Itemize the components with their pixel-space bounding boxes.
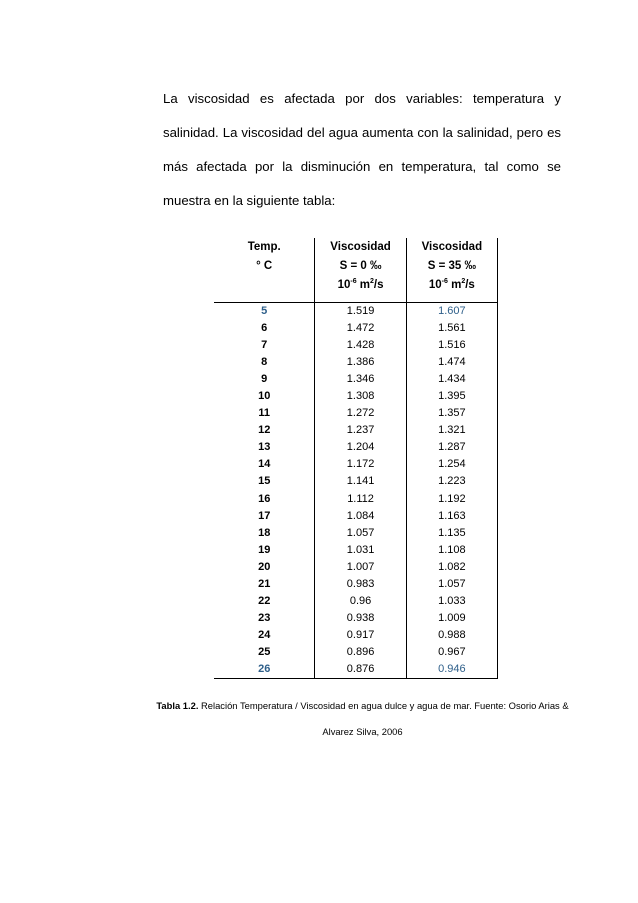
temp-cell: 21 xyxy=(258,577,271,590)
temp-cell: 18 xyxy=(258,526,271,539)
viscosity-fresh-cell: 1.007 xyxy=(315,559,406,576)
viscosity-sea-cell: 1.607 xyxy=(406,303,497,321)
header-col-a-unit: $10^{-6}$ $m^2/s$ xyxy=(337,278,384,291)
viscosity-sea-cell: 1.321 xyxy=(406,422,497,439)
temp-cell: 5 xyxy=(261,305,268,318)
table-row xyxy=(214,439,498,456)
viscosity-fresh-cell: 1.308 xyxy=(315,388,406,405)
viscosity-fresh-cell: 1.031 xyxy=(315,542,406,559)
table-row xyxy=(214,303,498,321)
table-row xyxy=(214,320,498,337)
temp-cell: 26 xyxy=(214,661,315,679)
viscosity-sea-cell: 1.082 xyxy=(406,559,497,576)
temp-cell: 16 xyxy=(258,492,271,505)
viscosity-fresh-cell: 1.141 xyxy=(315,473,406,490)
temp-cell: 20 xyxy=(258,560,271,573)
viscosity-sea-cell: 1.163 xyxy=(406,508,497,525)
table-row xyxy=(214,593,498,610)
table-row xyxy=(214,627,498,644)
table-row xyxy=(214,491,498,508)
header-col-b-title: Viscosidad xyxy=(421,241,483,253)
table-row xyxy=(214,473,498,490)
viscosity-fresh-cell: 1.346 xyxy=(315,371,406,388)
viscosity-sea-cell: 1.108 xyxy=(406,542,497,559)
temp-cell: 24 xyxy=(258,628,271,641)
viscosity-sea-cell: 1.434 xyxy=(406,371,497,388)
viscosity-sea-cell: 1.474 xyxy=(406,354,497,371)
header-col-b-unit: $10^{-6}$ $m^2/s$ xyxy=(428,278,475,291)
viscosity-fresh-cell: 0.876 xyxy=(315,661,406,679)
header-col-a-title: Viscosidad xyxy=(330,241,391,253)
viscosity-sea-cell: 1.395 xyxy=(406,388,497,405)
table-row xyxy=(214,405,498,422)
table-row xyxy=(214,337,498,354)
viscosity-sea-cell: 1.561 xyxy=(406,320,497,337)
temp-cell: 9 xyxy=(261,373,268,386)
viscosity-sea-cell: 1.192 xyxy=(406,491,497,508)
table-row xyxy=(214,559,498,576)
viscosity-fresh-cell: 0.96 xyxy=(315,593,406,610)
viscosity-fresh-cell: 1.057 xyxy=(315,525,406,542)
viscosity-fresh-cell: 1.112 xyxy=(315,491,406,508)
table-header-row xyxy=(214,238,498,303)
table-row xyxy=(214,576,498,593)
viscosity-sea-cell: 1.254 xyxy=(406,456,497,473)
table-row xyxy=(214,388,498,405)
viscosity-sea-cell: 1.057 xyxy=(406,576,497,593)
viscosity-sea-cell: 1.223 xyxy=(406,473,497,490)
temp-cell: 15 xyxy=(258,475,271,488)
viscosity-fresh-cell: 0.983 xyxy=(315,576,406,593)
viscosity-sea-cell: 1.287 xyxy=(406,439,497,456)
table-row xyxy=(214,661,498,679)
caption-lead: Tabla 1.2. xyxy=(156,700,199,711)
viscosity-fresh-cell: 1.084 xyxy=(315,508,406,525)
viscosity-sea-cell: 0.946 xyxy=(406,661,497,679)
temp-cell: 23 xyxy=(258,611,271,624)
table-row xyxy=(214,354,498,371)
table-caption xyxy=(150,693,575,745)
table-body xyxy=(214,303,498,679)
table-row xyxy=(214,508,498,525)
table-row xyxy=(214,456,498,473)
table-row xyxy=(214,371,498,388)
viscosity-fresh-cell: 1.172 xyxy=(315,456,406,473)
caption-text: Relación Temperatura / Viscosidad en agua dulce y agua de mar. Fuente: Osorio Arias & Alvarez Silva, 2006 xyxy=(198,700,569,737)
temp-cell: 10 xyxy=(258,390,271,403)
viscosity-fresh-cell: 1.237 xyxy=(315,422,406,439)
viscosity-sea-cell: 1.033 xyxy=(406,593,497,610)
viscosity-fresh-cell: 1.386 xyxy=(315,354,406,371)
viscosity-fresh-cell: 1.519 xyxy=(315,303,406,321)
header-viscosity-fresh xyxy=(315,238,406,303)
temp-cell: 11 xyxy=(258,407,271,420)
viscosity-fresh-cell: 0.917 xyxy=(315,627,406,644)
viscosity-fresh-cell: 1.272 xyxy=(315,405,406,422)
temp-cell: 12 xyxy=(258,424,271,437)
viscosity-fresh-cell: 1.472 xyxy=(315,320,406,337)
temp-cell: 7 xyxy=(261,339,268,352)
temp-cell: 13 xyxy=(258,441,271,454)
viscosity-fresh-cell: 1.204 xyxy=(315,439,406,456)
header-col-a-salinity: S = 0 ‰ xyxy=(339,260,382,272)
viscosity-sea-cell: 1.135 xyxy=(406,525,497,542)
temp-cell: 14 xyxy=(258,458,271,471)
viscosity-fresh-cell: 0.896 xyxy=(315,644,406,661)
temp-cell: 6 xyxy=(261,322,268,335)
temp-cell: 22 xyxy=(258,594,271,607)
table-row xyxy=(214,422,498,439)
viscosity-fresh-cell: 1.428 xyxy=(315,337,406,354)
header-temp-unit: ° C xyxy=(256,260,273,272)
header-temperature xyxy=(214,238,315,303)
temp-cell: 17 xyxy=(258,509,271,522)
temp-cell: 25 xyxy=(258,645,271,658)
viscosity-sea-cell: 1.516 xyxy=(406,337,497,354)
viscosity-sea-cell: 0.988 xyxy=(406,627,497,644)
header-temp-label: Temp. xyxy=(247,241,281,253)
table-row xyxy=(214,610,498,627)
table-row xyxy=(214,644,498,661)
viscosity-table xyxy=(214,238,498,679)
temp-cell: 8 xyxy=(261,356,268,369)
table-row xyxy=(214,542,498,559)
header-col-b-salinity: S = 35 ‰ xyxy=(427,260,476,272)
viscosity-fresh-cell: 0.938 xyxy=(315,610,406,627)
table-row xyxy=(214,525,498,542)
viscosity-sea-cell: 0.967 xyxy=(406,644,497,661)
header-viscosity-sea xyxy=(406,238,497,303)
viscosity-sea-cell: 1.009 xyxy=(406,610,497,627)
viscosity-sea-cell: 1.357 xyxy=(406,405,497,422)
intro-paragraph: La viscosidad es afectada por dos variables: temperatura y salinidad. La viscosidad del agua aumenta con la salinidad, pero es más afectada por la disminución en temperatura, tal como se muestra en la siguiente tabla: xyxy=(163,91,561,208)
temp-cell: 19 xyxy=(258,543,271,556)
